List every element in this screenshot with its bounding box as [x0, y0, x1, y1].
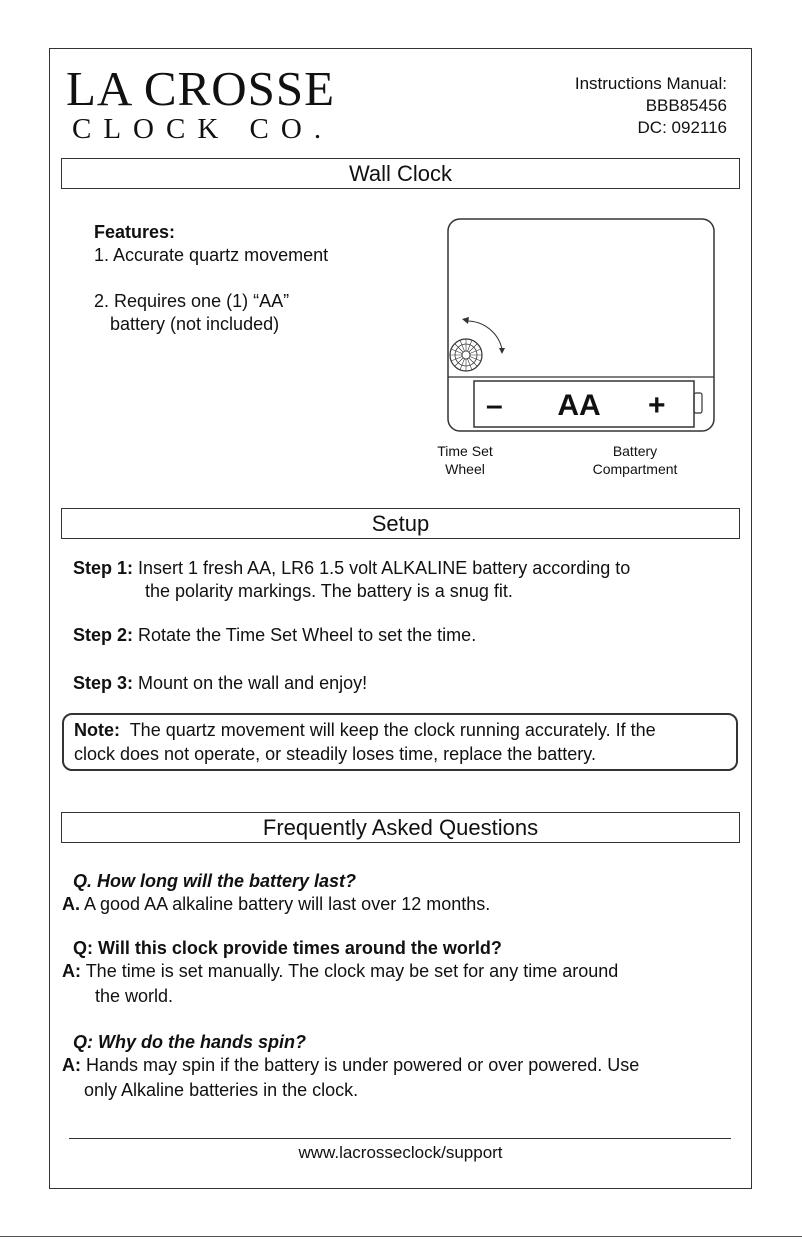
setup-step-2 — [73, 624, 476, 647]
battery-markings — [474, 385, 694, 427]
section-title-setup: Setup — [61, 508, 740, 539]
manual-info — [575, 73, 727, 139]
note-box — [62, 713, 738, 771]
footer-url: www.lacrosseclock/support — [298, 1143, 503, 1162]
step-3-label: Step 3: — [73, 673, 134, 693]
manual-title: Instructions Manual: — [574, 74, 727, 93]
step-2-label: Step 2: — [73, 625, 134, 645]
features-list — [94, 221, 328, 336]
feature-item-1: 1. Accurate quartz movement — [94, 245, 329, 265]
battery-aa-label: AA — [557, 389, 601, 422]
faq-answer-2: The time is set manually. The clock may be set for any time around — [85, 961, 619, 981]
step-2-text: Rotate the Time Set Wheel to set the time. — [138, 625, 477, 645]
faq-item-1 — [62, 870, 491, 916]
faq-answer-3-label: A: — [62, 1055, 81, 1075]
date-code: DC: 092116 — [637, 118, 727, 137]
logo-subtitle: CLOCK CO. — [72, 113, 334, 145]
faq-answer-2-label: A: — [62, 961, 81, 981]
caption-battery-compartment: Battery Compartment — [592, 443, 678, 477]
feature-item-2-cont: battery (not included) — [110, 314, 280, 334]
note-text-cont: clock does not operate, or steadily loses time, replace the battery. — [74, 744, 596, 764]
step-1-label: Step 1: — [73, 558, 134, 578]
battery-plus: + — [648, 389, 666, 422]
feature-item-2: 2. Requires one (1) “AA” — [94, 291, 290, 311]
setup-step-3 — [73, 672, 367, 695]
step-1-text-cont: the polarity markings. The battery is a snug fit. — [145, 581, 513, 601]
section-title-faq: Frequently Asked Questions — [61, 812, 740, 843]
battery-minus: – — [486, 389, 503, 422]
faq-answer-2-cont: the world. — [95, 986, 174, 1006]
faq-question-1: Q. How long will the battery last? — [73, 871, 357, 891]
time-set-wheel-icon — [450, 339, 482, 371]
step-3-text: Mount on the wall and enjoy! — [138, 673, 368, 693]
setup-step-1 — [73, 557, 630, 603]
model-number: BBB85456 — [645, 96, 727, 115]
caption-time-set-wheel: Time Set Wheel — [437, 443, 493, 477]
faq-question-3: Q: Why do the hands spin? — [73, 1032, 306, 1052]
features-heading: Features: — [94, 222, 176, 242]
faq-item-2 — [62, 937, 619, 1008]
page-bottom-edge — [0, 1236, 802, 1237]
faq-question-2: Q: Will this clock provide times around the world? — [73, 938, 502, 958]
step-1-text: Insert 1 fresh AA, LR6 1.5 volt ALKALINE battery according to — [138, 558, 631, 578]
clock-back-illustration — [432, 217, 722, 487]
faq-answer-1: A good AA alkaline battery will last over 12 months. — [84, 894, 491, 914]
section-title-wall-clock: Wall Clock — [61, 158, 740, 189]
note-label: Note: — [74, 720, 120, 740]
faq-item-3 — [62, 1031, 640, 1102]
faq-answer-3: Hands may spin if the battery is under powered or over powered. Use — [86, 1055, 640, 1075]
faq-answer-1-label: A. — [62, 894, 80, 914]
logo-brand: LA CROSSE — [66, 61, 336, 116]
footer-divider — [69, 1138, 731, 1139]
note-text: The quartz movement will keep the clock running accurately. If the — [129, 720, 656, 740]
faq-answer-3-cont: only Alkaline batteries in the clock. — [84, 1080, 359, 1100]
